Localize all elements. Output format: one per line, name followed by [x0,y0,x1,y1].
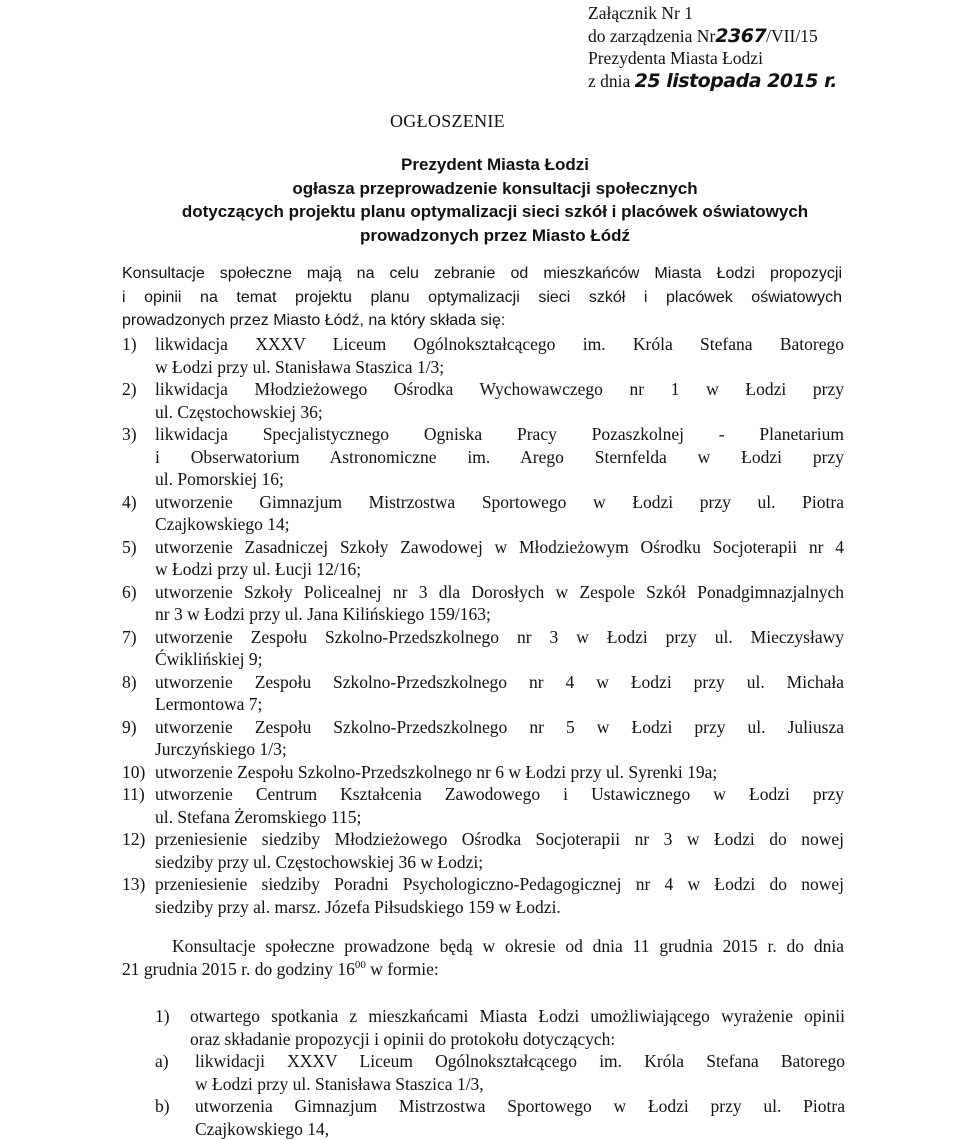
intro-line: i opinii na temat projektu planu optymalizacji sieci szkół i placówek oświatowych [122,286,842,310]
form-item-line: oraz składanie propozycji i opinii do protokołu dotyczących: [190,1028,845,1051]
annex-line-text: /VII/15 [766,26,818,46]
plan-item [122,378,844,423]
annex-line [588,70,953,93]
plan-item-number: 3) [122,423,137,446]
subitem-line: Czajkowskiego 14, [195,1118,845,1140]
handwritten-number: 2367 [715,25,766,47]
plan-item-line: utworzenie Zespołu Szkolno-Przedszkolnego nr 6 w Łodzi przy ul. Syrenki 19a; [155,761,844,784]
heading-line: Prezydent Miasta Łodzi [150,153,840,177]
intro-line: Konsultacje społeczne mają na celu zebranie od mieszkańców Miasta Łodzi propozycji [122,262,842,286]
plan-item-number: 1) [122,333,137,356]
annex-line-text: do zarządzenia Nr [588,26,715,46]
announcement-title: OGŁOSZENIE [390,110,505,133]
plan-item-line: Czajkowskiego 14; [155,513,844,536]
plan-item-line: siedziby przy al. marsz. Józefa Piłsudskiego 159 w Łodzi. [155,896,844,919]
plan-item [122,491,844,536]
plan-item [122,671,844,716]
plan-item [122,873,844,918]
plan-item-number: 6) [122,581,137,604]
plan-item-line: ul. Częstochowskiej 36; [155,401,844,424]
form-subitem [155,1050,845,1095]
consult-text: 21 grudnia 2015 r. do godziny 16 [122,959,355,979]
plan-item-number: 9) [122,716,137,739]
subitem-line: utworzenia Gimnazjum Mistrzostwa Sportowego w Łodzi przy ul. Piotra [195,1095,845,1118]
plan-item-line: utworzenie Zespołu Szkolno-Przedszkolnego nr 4 w Łodzi przy ul. Michała [155,671,844,694]
consult-text: w formie: [366,959,439,979]
subitem-line: likwidacji XXXV Liceum Ogólnokształcącego im. Króla Stefana Batorego [195,1050,845,1073]
plan-item [122,423,844,491]
plan-item-line: utworzenie Gimnazjum Mistrzostwa Sportowego w Łodzi przy ul. Piotra [155,491,844,514]
plan-item-line: w Łodzi przy ul. Stanisława Staszica 1/3; [155,356,844,379]
plan-item [122,828,844,873]
subitem-letter: a) [155,1050,169,1073]
plan-item-number: 12) [122,828,145,851]
consultation-paragraph [122,935,844,980]
plan-item [122,536,844,581]
intro-line: prowadzonych przez Miasto Łódź, na który składa się: [122,309,842,333]
plan-item-line: ul. Pomorskiej 16; [155,468,844,491]
plan-item-line: i Obserwatorium Astronomiczne im. Arego Sternfelda w Łodzi przy [155,446,844,469]
consult-hour-superscript: 00 [355,959,366,971]
plan-item [122,626,844,671]
annex-line-text: z dnia [588,71,630,91]
plan-item-number: 11) [122,783,145,806]
plan-item [122,581,844,626]
plan-item-line: utworzenie Zasadniczej Szkoły Zawodowej w Młodzieżowym Ośrodku Socjoterapii nr 4 [155,536,844,559]
plan-item-number: 13) [122,873,145,896]
plan-item-number: 8) [122,671,137,694]
plan-item-line: utworzenie Zespołu Szkolno-Przedszkolnego nr 5 w Łodzi przy ul. Juliusza [155,716,844,739]
plan-item-line: utworzenie Centrum Kształcenia Zawodowego i Ustawicznego w Łodzi przy [155,783,844,806]
plan-item-line: utworzenie Szkoły Policealnej nr 3 dla Dorosłych w Zespole Szkół Ponadgimnazjalnych [155,581,844,604]
plan-item-line: przeniesienie siedziby Poradni Psychologiczno-Pedagogicznej nr 4 w Łodzi do nowej [155,873,844,896]
heading-line: prowadzonych przez Miasto Łódź [150,224,840,248]
plan-item-line: Lermontowa 7; [155,693,844,716]
handwritten-date: 25 listopada 2015 r. [635,70,837,92]
subitem-line: w Łodzi przy ul. Stanisława Staszica 1/3, [195,1073,845,1096]
heading-line: dotyczących projektu planu optymalizacji sieci szkół i placówek oświatowych [150,200,840,224]
annex-line: Załącznik Nr 1 [588,2,953,25]
plan-item-number: 7) [122,626,137,649]
plan-item-line: utworzenie Zespołu Szkolno-Przedszkolnego nr 3 w Łodzi przy ul. Mieczysławy [155,626,844,649]
annex-line [588,25,953,48]
plan-item-line: Ćwiklińskiej 9; [155,648,844,671]
plan-item [122,783,844,828]
plan-item-number: 10) [122,761,145,784]
plan-item-line: likwidacja XXXV Liceum Ogólnokształcącego im. Króla Stefana Batorego [155,333,844,356]
annex-block [588,2,953,92]
intro-paragraph [122,262,842,333]
plan-item-line: Jurczyńskiego 1/3; [155,738,844,761]
plan-item-number: 2) [122,378,137,401]
plan-item-line: w Łodzi przy ul. Łucji 12/16; [155,558,844,581]
form-item-number: 1) [155,1005,170,1028]
consult-line: Konsultacje społeczne prowadzone będą w okresie od dnia 11 grudnia 2015 r. do dnia [122,935,844,958]
consult-line [122,959,439,979]
plan-item-line: siedziby przy ul. Częstochowskiej 36 w Łodzi; [155,851,844,874]
plan-item [122,333,844,378]
plan-item-line: likwidacja Specjalistycznego Ogniska Pracy Pozaszkolnej - Planetarium [155,423,844,446]
plan-item-line: przeniesienie siedziby Młodzieżowego Ośrodka Socjoterapii nr 3 w Łodzi do nowej [155,828,844,851]
form-subitem [155,1095,845,1140]
plan-item-line: ul. Stefana Żeromskiego 115; [155,806,844,829]
plan-item-number: 5) [122,536,137,559]
heading-line: ogłasza przeprowadzenie konsultacji społecznych [150,177,840,201]
plan-item-line: nr 3 w Łodzi przy ul. Jana Kilińskiego 159/163; [155,603,844,626]
consultation-form-item [155,1005,845,1050]
plan-item [122,761,844,784]
plan-item-list [122,333,844,918]
plan-item-number: 4) [122,491,137,514]
annex-line: Prezydenta Miasta Łodzi [588,47,953,70]
heading-block [150,153,840,247]
subitem-letter: b) [155,1095,170,1118]
form-item-line: otwartego spotkania z mieszkańcami Miasta Łodzi umożliwiającego wyrażenie opinii [190,1005,845,1028]
plan-item-line: likwidacja Młodzieżowego Ośrodka Wychowawczego nr 1 w Łodzi przy [155,378,844,401]
consultation-forms-list [155,1005,845,1140]
plan-item [122,716,844,761]
